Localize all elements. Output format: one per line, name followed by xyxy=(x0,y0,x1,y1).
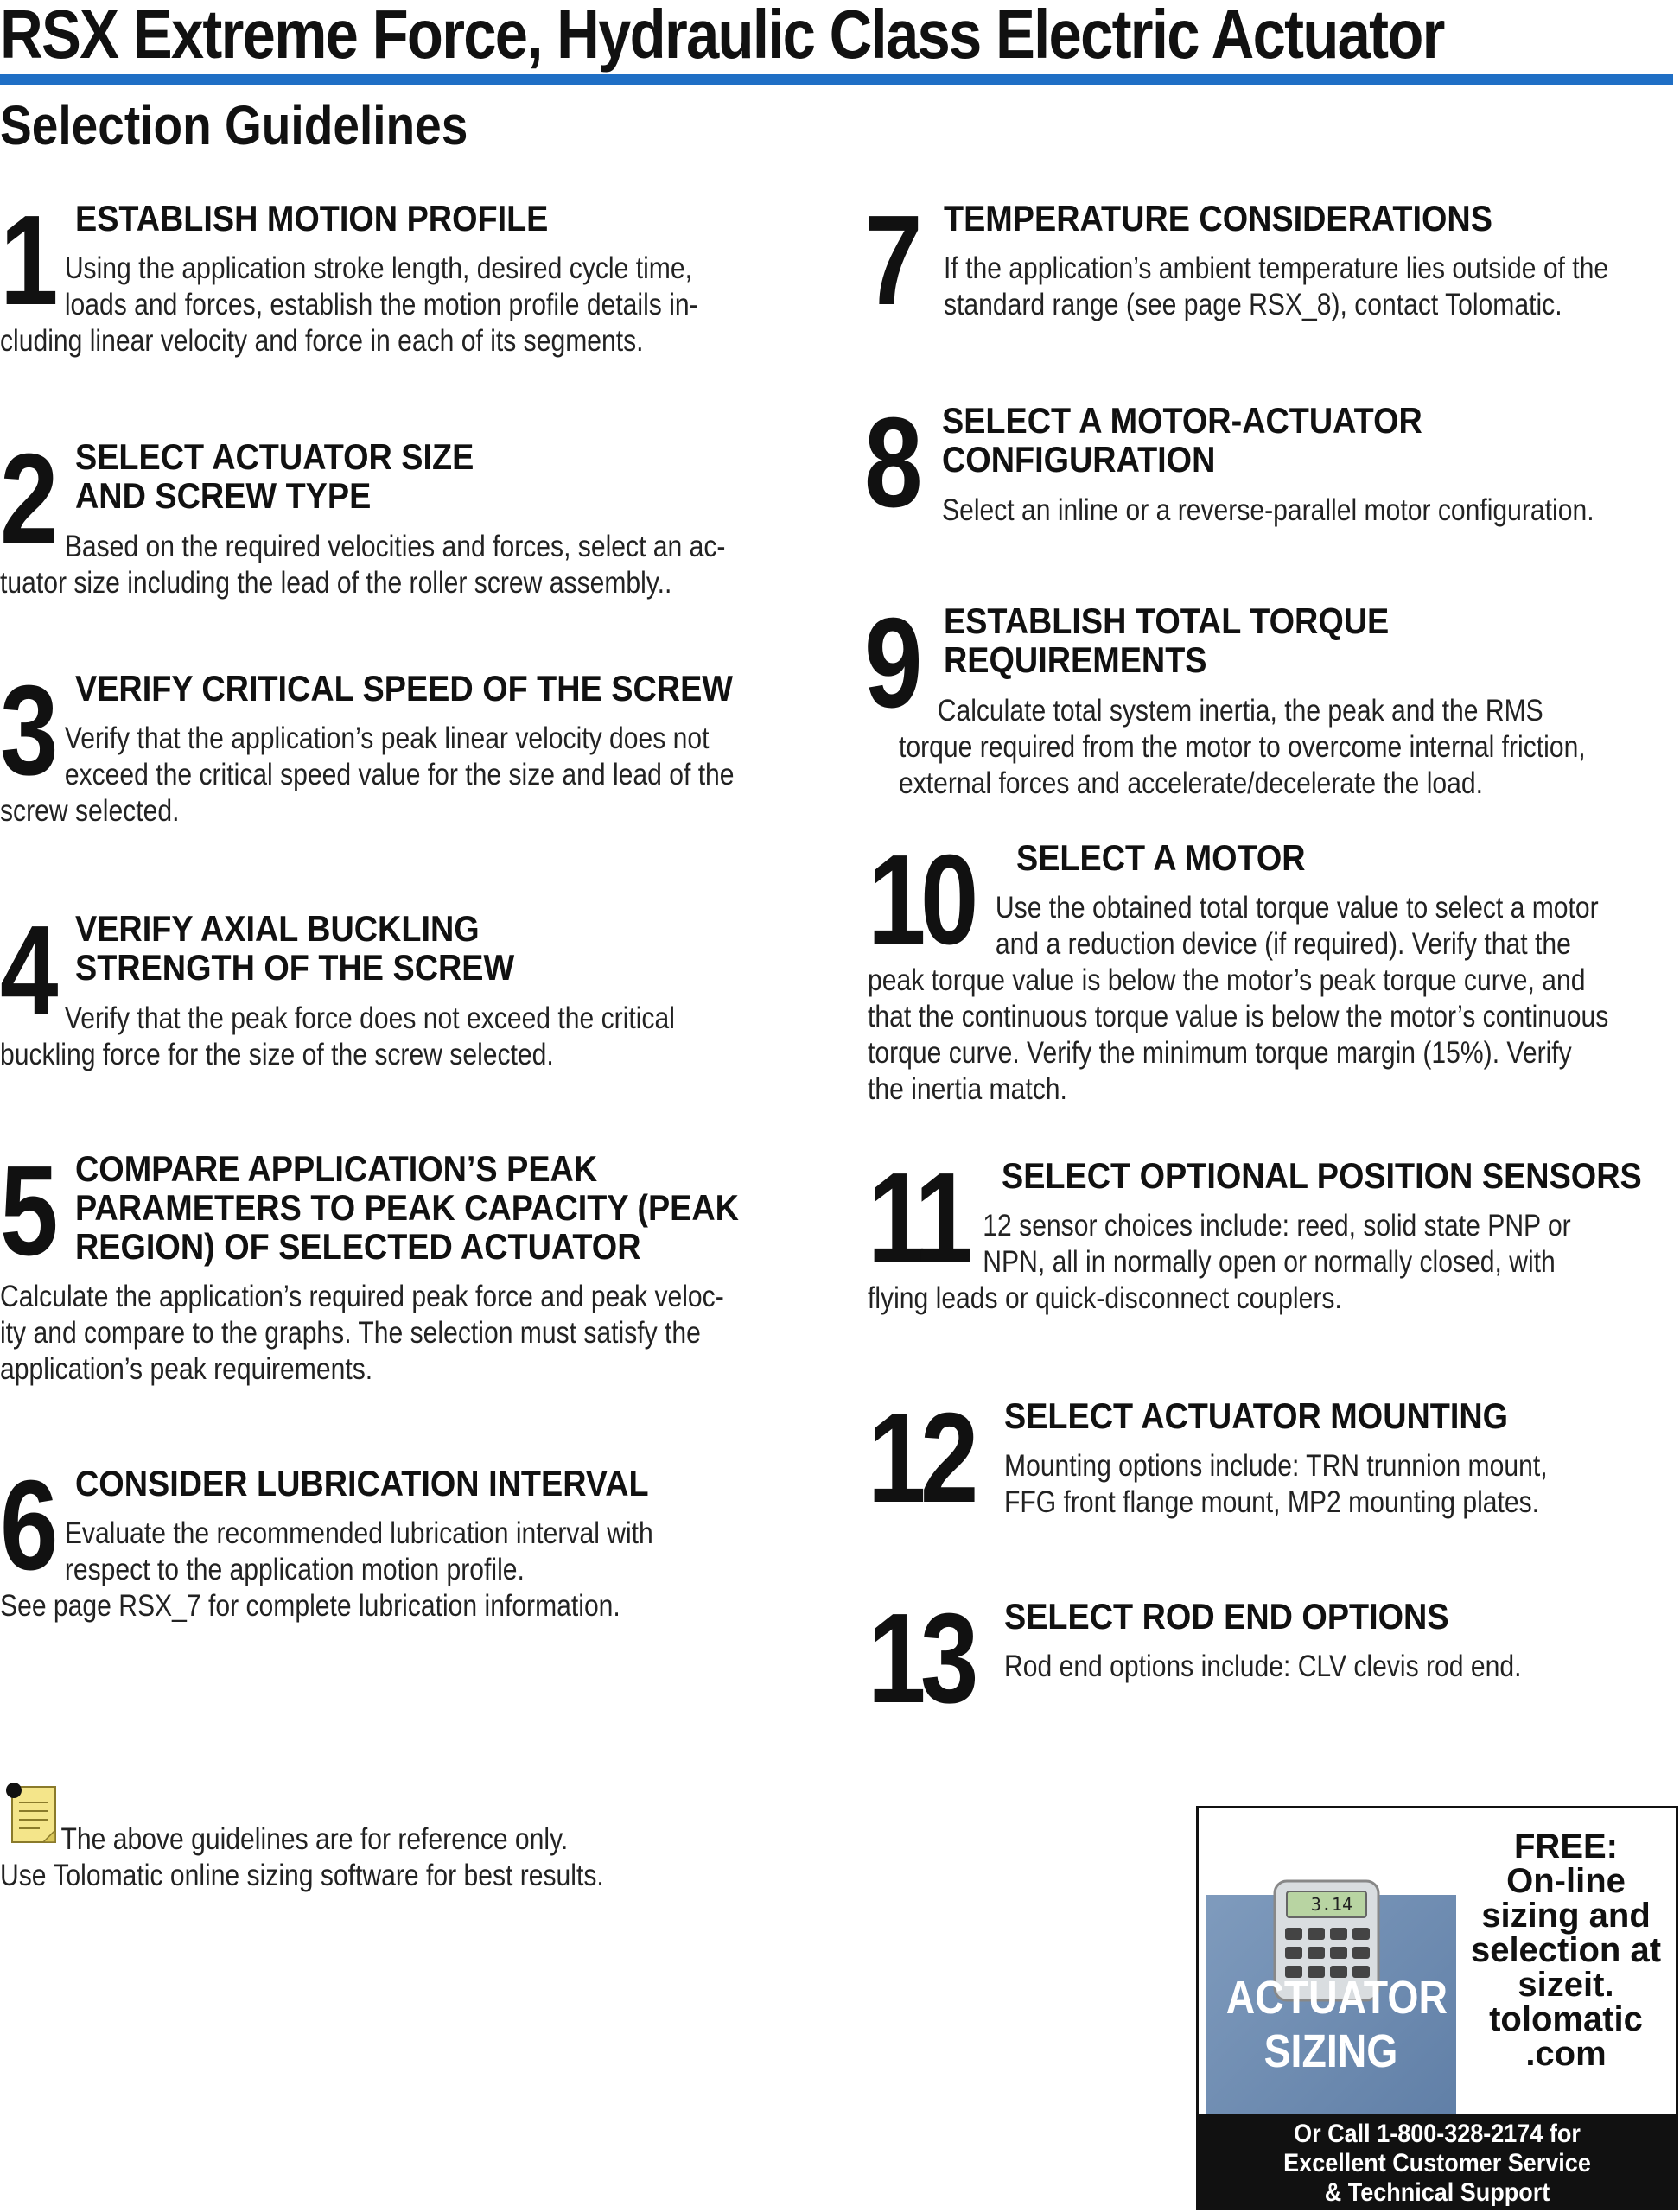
step-number: 11 xyxy=(868,1147,968,1289)
step-body: Verify that the application’s peak linear velocity does not exceed the critical speed value for the size and lead of the screw selected. xyxy=(0,721,735,828)
free-sizing-text: FREE: On-line sizing and selection at sizeit. tolomatic .com xyxy=(1470,1827,1662,2073)
step-number: 9 xyxy=(864,592,917,734)
step-body: If the application’s ambient temperature lies outside of the standard range (see page RSX_8), contact Tolomatic. xyxy=(944,251,1609,321)
step-body: Select an inline or a reverse-parallel motor configuration. xyxy=(942,493,1594,527)
step-body: Based on the required velocities and forces, select an ac- tuator size including the lead of the roller screw assembly.. xyxy=(0,530,726,600)
contact-footer: Or Call 1-800-328-2174 for Excellent Customer Service & Technical Support xyxy=(1199,2114,1676,2208)
step-heading: SELECT ROD END OPTIONS xyxy=(1004,1596,1449,1637)
actuator-sizing-label: ACTUATOR SIZING xyxy=(1225,1972,1448,2077)
step-heading: SELECT ACTUATOR MOUNTING xyxy=(1004,1395,1509,1436)
step-body: Calculate the application’s required peak force and peak veloc- ity and compare to the graphs. The selection must satisfy the application’s peak requirements. xyxy=(0,1280,724,1386)
step-number: 7 xyxy=(864,189,917,332)
step-heading: CONSIDER LUBRICATION INTERVAL xyxy=(75,1463,649,1503)
step-heading: VERIFY AXIAL BUCKLING STRENGTH OF THE SCREW xyxy=(75,908,515,988)
reference-note: The above guidelines are for reference only. Use Tolomatic online sizing software for best results. xyxy=(0,1822,604,1892)
step-heading: SELECT ACTUATOR SIZE AND SCREW TYPE xyxy=(75,436,474,516)
step-heading: TEMPERATURE CONSIDERATIONS xyxy=(944,198,1492,238)
step-heading: ESTABLISH MOTION PROFILE xyxy=(75,198,549,238)
calculator-display-text: 3.14 xyxy=(1310,1894,1352,1915)
step-number: 10 xyxy=(868,829,973,971)
step-body: Using the application stroke length, desired cycle time, loads and forces, establish the motion profile details in- cluding linear velocity and force in each of its segments. xyxy=(0,251,698,358)
page-title: RSX Extreme Force, Hydraulic Class Electric Actuator xyxy=(0,0,1444,73)
step-number: 3 xyxy=(0,659,53,802)
sizing-promo-box[interactable] xyxy=(1196,1806,1678,2210)
step-body: Mounting options include: TRN trunnion mount, FFG front flange mount, MP2 mounting plates. xyxy=(1004,1449,1548,1519)
step-heading: SELECT A MOTOR xyxy=(1016,837,1306,878)
step-heading: VERIFY CRITICAL SPEED OF THE SCREW xyxy=(75,668,733,709)
step-number: 8 xyxy=(864,391,917,534)
step-number: 13 xyxy=(868,1587,973,1730)
step-body: Calculate total system inertia, the peak and the RMS torque required from the motor to overcome internal friction, external forces and accelerate/decelerate the load. xyxy=(899,694,1586,800)
step-body: 12 sensor choices include: reed, solid state PNP or NPN, all in normally open or normally closed, with flying leads or quick-disconnect couplers. xyxy=(868,1209,1571,1315)
step-number: 2 xyxy=(0,428,53,570)
step-body: Use the obtained total torque value to select a motor and a reduction device (if required). Verify that the peak torque value is below the motor’s peak torque curve, and that the continuous torque value is below the motor’s continuous torque curve. Verify the minimum torque margin (15%). Verify the inertia match. xyxy=(868,891,1609,1106)
step-body: Evaluate the recommended lubrication interval with respect to the application motion profile. See page RSX_7 for complete lubrication information. xyxy=(0,1516,653,1623)
step-number: 6 xyxy=(0,1454,53,1597)
page-subtitle: Selection Guidelines xyxy=(0,94,468,156)
step-number: 12 xyxy=(868,1387,973,1529)
step-number: 5 xyxy=(0,1140,53,1282)
step-number: 4 xyxy=(0,899,53,1042)
step-body: Rod end options include: CLV clevis rod end. xyxy=(1004,1649,1522,1683)
step-heading: ESTABLISH TOTAL TORQUE REQUIREMENTS xyxy=(944,601,1390,680)
calculator-image xyxy=(1206,1895,1456,2137)
step-heading: COMPARE APPLICATION’S PEAK PARAMETERS TO PEAK CAPACITY (PEAK REGION) OF SELECTED ACTUATOR xyxy=(75,1148,739,1267)
step-heading: SELECT OPTIONAL POSITION SENSORS xyxy=(1002,1155,1642,1196)
step-body: Verify that the peak force does not exceed the critical buckling force for the size of the screw selected. xyxy=(0,1001,675,1071)
step-heading: SELECT A MOTOR-ACTUATOR CONFIGURATION xyxy=(942,400,1422,480)
title-underline xyxy=(0,74,1673,85)
step-number: 1 xyxy=(0,189,53,332)
